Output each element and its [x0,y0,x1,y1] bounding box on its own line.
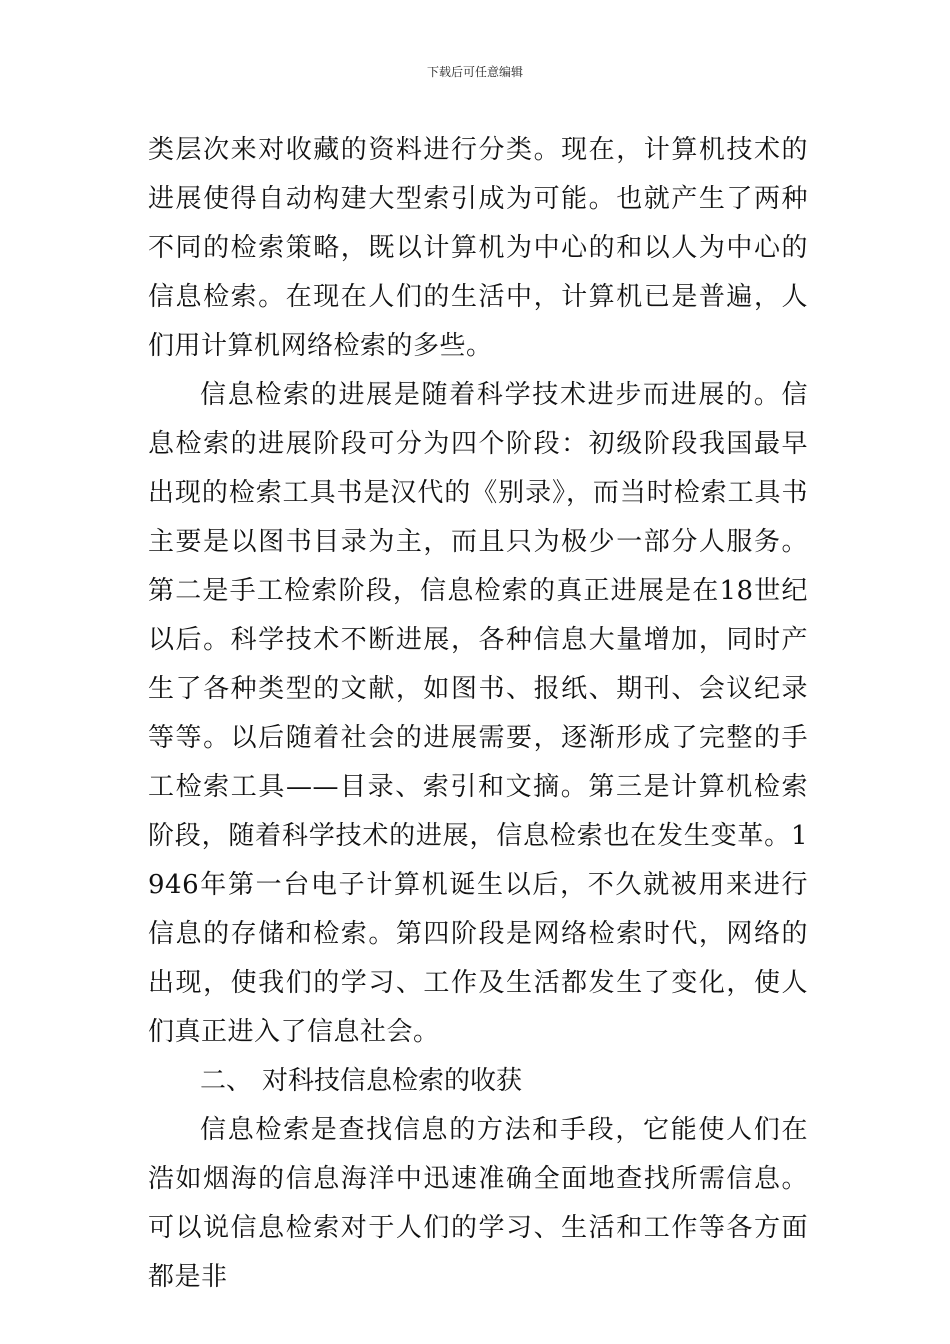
section-number: 二、 [200,1066,253,1096]
paragraph: 信息检索的进展是随着科学技术进步而进展的。信息检索的进展阶段可分为四个阶段：初级阶段我国最早出现的检索工具书是汉代的《别录》，而当时检索工具书主要是以图书目录为主，而且只为极少一部分人服务。第二是手工检索阶段，信息检索的真正进展是在18世纪以后。科学技术不断进展，各种信息大量增加，同时产生了各种类型的文献，如图书、报纸、期刊、会议纪录等等。以后随着社会的进展需要，逐渐形成了完整的手工检索工具——目录、索引和文摘。第三是计算机检索阶段，随着科学技术的进展，信息检索也在发生变革。1946年第一台电子计算机诞生以后，不久就被用来进行信息的存储和检索。第四阶段是网络检索时代，网络的出现，使我们的学习、工作及生活都发生了变化，使人们真正进入了信息社会。 [148,380,808,1047]
paragraph: 类层次来对收藏的资料进行分类。现在，计算机技术的进展使得自动构建大型索引成为可能。也就产生了两种不同的检索策略，既以计算机为中心的和以人为中心的信息检索。在现在人们的生活中，计算机已是普遍，人们用计算机网络检索的多些。 [148,135,808,361]
section-heading [148,1057,808,1106]
document-body [148,126,808,1302]
section-title: 对科技信息检索的收获 [262,1066,523,1096]
paragraph: 信息检索是查找信息的方法和手段，它能使人们在浩如烟海的信息海洋中迅速准确全面地查找所需信息。可以说信息检索对于人们的学习、生活和工作等各方面都是非 [148,1115,808,1292]
header-note: 下载后可任意编辑 [426,65,523,79]
